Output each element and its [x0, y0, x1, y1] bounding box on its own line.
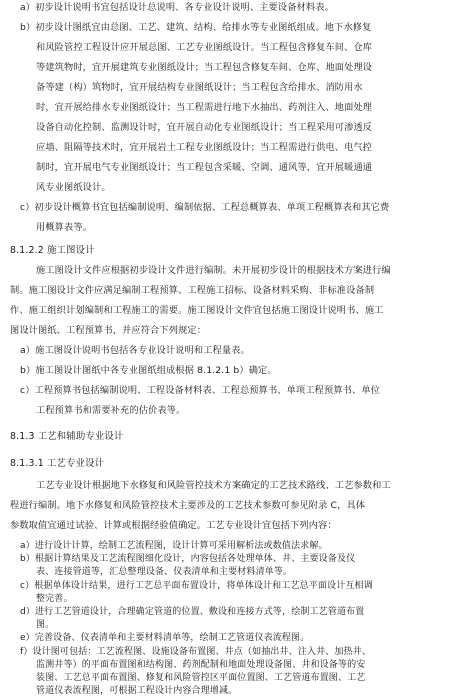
- section-heading-8-1-2-2: 8.1.2.2 施工图设计: [10, 245, 95, 256]
- paragraph-line: 作、施工组织计划编制和工程施工的需要。施工图设计文件宜包括施工图设计说明书、施工: [10, 305, 384, 316]
- paragraph-line: 监测井等）的平面布置图和结构图、药剂配制和地面处理设备图、井和设备等的安: [36, 659, 366, 670]
- paragraph-line: 管道仪表流程图，可根据工程设计内容合理增减。: [36, 686, 238, 697]
- paragraph-line: 用概算表等。: [36, 222, 93, 233]
- paragraph-line: 工艺专业设计根据地下水修复和风险管控技术方案确定的工艺技术路线、工艺参数和工: [36, 480, 391, 491]
- list-item-c-budget: c）工程预算书包括编制说明、工程设备材料表、工程总预算书、单项工程预算书、单位: [20, 385, 381, 396]
- paragraph-line: 制。施工图设计文件应满足编制工程预算、工程施工招标、设备材料采购、非标准设备制: [10, 285, 375, 296]
- list-item-e-equipment-list: e）完善设备、仪表清单和主要材料清单等，绘制工艺管道仪表流程图。: [20, 633, 310, 644]
- paragraph-line: 图设计图纸、工程预算书，并应符合下列规定：: [10, 325, 207, 336]
- paragraph-line: 表、连接管道等，汇总整理设备、仪表清单和主要材料清单等。: [36, 567, 293, 578]
- list-item-b-initial-design-drawings: b）初步设计图纸宜由总图、工艺、建筑、结构、给排水等专业图纸组成。地下水修复: [20, 22, 372, 33]
- paragraph-line: 等建筑物时，宜开展建筑专业图纸设计；当工程包含修复车间、仓库、地面处理设: [36, 62, 373, 73]
- section-heading-8-1-3: 8.1.3 工艺和辅助专业设计: [10, 431, 124, 442]
- paragraph-line: 风专业图纸设计。: [36, 182, 111, 193]
- list-item-d-pipeline-design: d）进行工艺管道设计，合理确定管道的位置、敷设和连接方式等，绘制工艺管道布置: [20, 607, 365, 617]
- paragraph-line: 参数取值宜通过试验、计算或根据经验值确定。工艺专业设计宜包括下列内容：: [10, 520, 337, 531]
- paragraph-line: 程进行编制。地下水修复和风险管控技术主要涉及的工艺技术参数可参见附录 C，具体: [10, 500, 366, 511]
- list-item-b-refine-design: b）根据计算结果及工艺流程图细化设计，内容包括各处理单体、井、主要设备及仪: [20, 554, 356, 565]
- paragraph-line: 备等建（构）筑物时，宜开展结构专业图纸设计；当工程包含给排水、消防用水: [36, 82, 363, 93]
- paragraph-line: 装图、工艺总平面布置图、修复和风险管控区平面位置图、工艺管道布置图、工艺: [36, 673, 366, 683]
- paragraph-line: 和风险管控工程设计应开展总图、工艺专业图纸设计。当工程包含修复车间、仓库: [36, 42, 373, 53]
- list-item-c-budget-estimate: c）初步设计概算书宜包括编制说明、编制依据、工程总概算表、单项工程概算表和其它费: [20, 202, 390, 213]
- section-heading-8-1-3-1: 8.1.3.1 工艺专业设计: [10, 458, 105, 469]
- paragraph-line: 整完善。: [36, 593, 73, 604]
- paragraph-line: 图。: [36, 620, 55, 631]
- list-item-a-construction-spec: a）施工图设计说明书包括各专业设计说明和工程量表。: [20, 345, 250, 356]
- paragraph-line: 工程预算书和需要补充的估价表等。: [36, 405, 186, 416]
- paragraph-line: 时，宜开展给排水专业图纸设计；当工程需进行地下水抽出、药剂注入、地面处理: [36, 102, 373, 113]
- list-item-c-layout-design: c）根据单体设计结果，进行工艺总平面布置设计，将单体设计和工艺总平面设计互相调: [20, 580, 373, 591]
- list-item-b-construction-drawings: b）施工图设计图纸中各专业图纸组成根据 8.1.2.1 b）确定。: [20, 365, 277, 376]
- paragraph-line: 应墙、阻隔等技术时，宜开展岩土工程专业图纸设计；当工程需进行供电、电气控: [36, 142, 373, 153]
- list-item-a-design-calc: a）进行设计计算，绘制工艺流程图，设计计算可采用解析法或数值法求解。: [20, 541, 328, 551]
- paragraph-line: 施工图设计文件应根据初步设计文件进行编制。未开展初步设计的根据技术方案进行编: [36, 265, 391, 276]
- list-item-f-drawings: f）设计图可包括：工艺流程图、设施设备布置图、井点（如抽出井、注入井、加热井、: [20, 646, 372, 657]
- paragraph-line: 设备自动化控制、监测设计时，宜开展自动化专业图纸设计；当工程采用可渗透反: [36, 122, 373, 133]
- list-item-a-initial-design-spec: a）初步设计说明书宜包括设计总说明、各专业设计说明、主要设备材料表。: [20, 2, 334, 13]
- paragraph-line: 制时，宜开展电气专业图纸设计；当工程包含采暖、空调、通风等，宜开展暖通通: [36, 162, 373, 173]
